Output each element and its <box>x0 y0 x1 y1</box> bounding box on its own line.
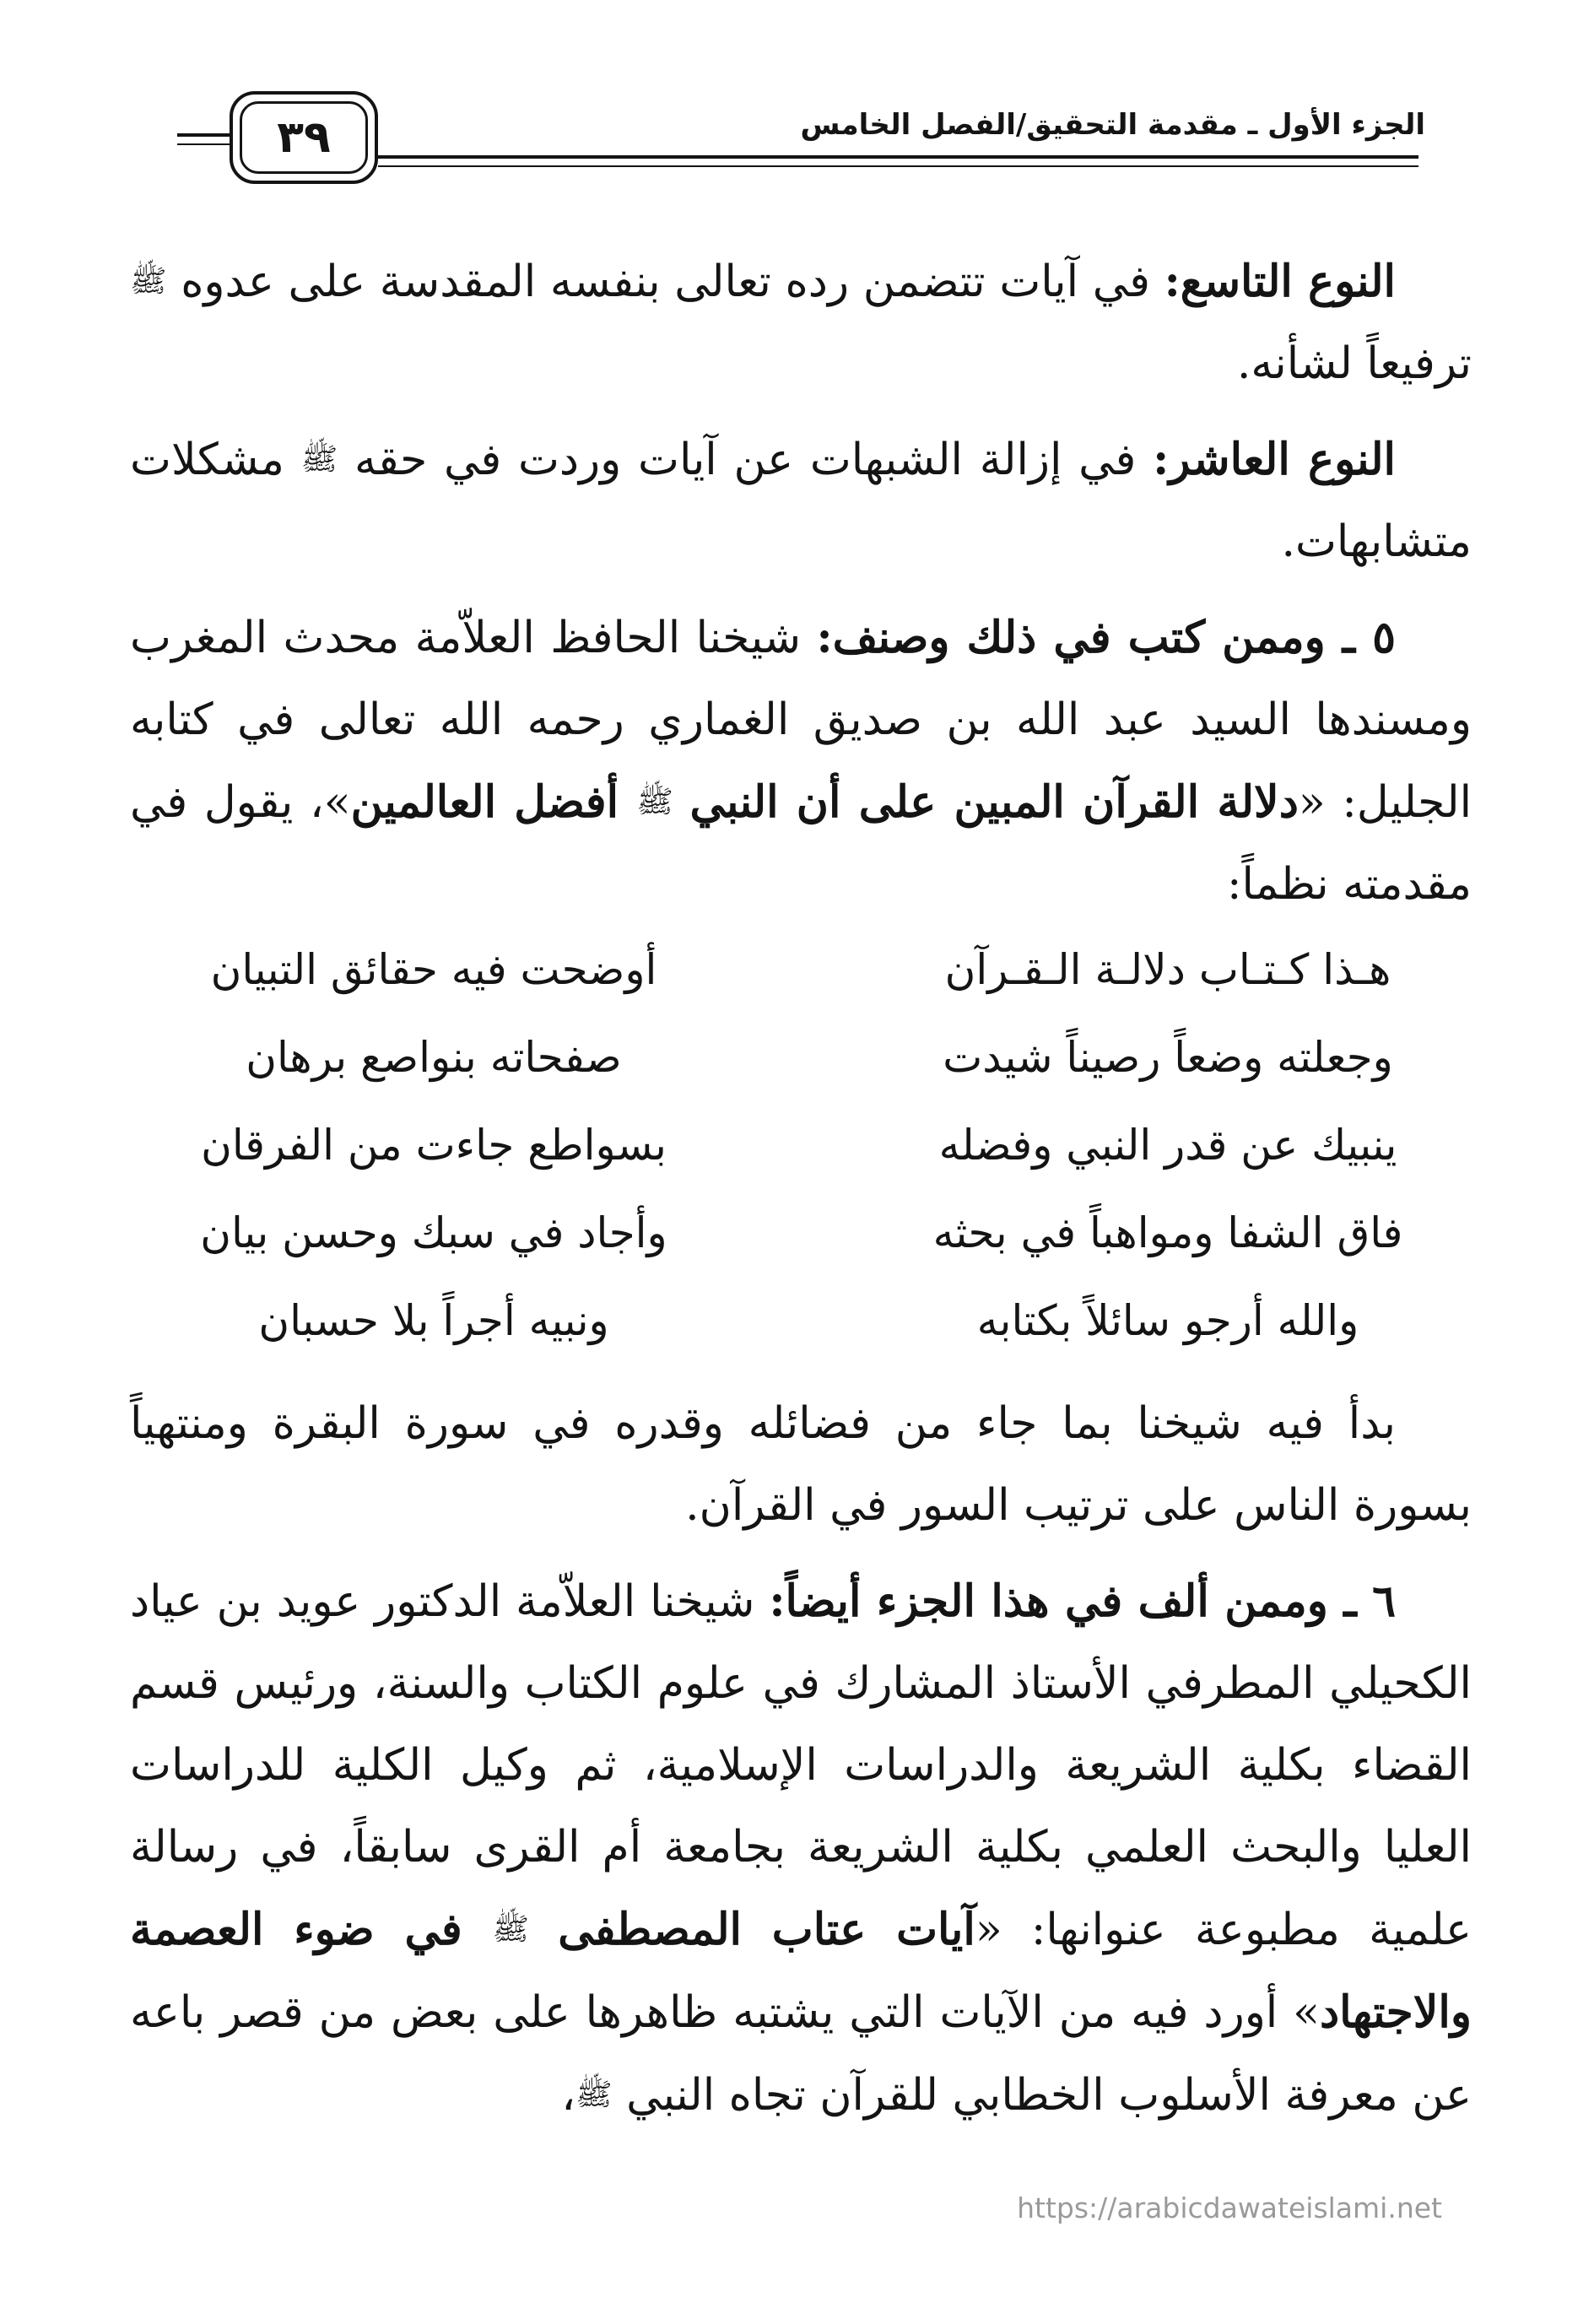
header-rule-left-bottom <box>177 143 230 145</box>
page-number: ٣٩ <box>240 101 368 174</box>
paragraph-text-middle: » أورد فيه من الآيات التي يشتبه ظاهرها على بعض من قصر باعه عن معرفة الأسلوب الخطابي للقرآن تجاه النبي <box>130 1987 1472 2121</box>
paragraph-text-end: مشكلات متشابهات. <box>130 435 1472 567</box>
page-number-frame <box>230 91 378 184</box>
book-title-part-b: في ضوء العصمة والاجتهاد <box>130 1904 1472 2038</box>
paragraph-text-end: ، <box>561 2070 576 2121</box>
header-rule-right-bottom <box>378 165 1418 167</box>
paragraph-text: بدأ فيه شيخنا بما جاء من فضائله وقدره في سورة البقرة ومنتهياً بسورة الناس على ترتيب السور في القرآن. <box>130 1398 1472 1531</box>
poem-first-hemistich: هـذا كـتـاب دلالـة الـقـرآن <box>944 944 1391 994</box>
poem-first-hemistich: فاق الشفا ومواهباً في بحثه <box>932 1208 1403 1257</box>
book-title-part-b: أفضل العالمين <box>350 776 637 828</box>
honorific-symbol: ﷺ <box>130 264 167 299</box>
poem-second-hemistich: ونبيه أجراً بلا حسبان <box>258 1295 609 1345</box>
paragraph-label: النوع العاشر: <box>1153 434 1397 485</box>
paragraph-text-end: ترفيعاً لشأنه. <box>1236 338 1472 389</box>
honorific-symbol: ﷺ <box>300 442 338 477</box>
paragraph-label: ٥ ـ وممن كتب في ذلك وصنف: <box>816 612 1396 663</box>
book-title-part-a: آيات عتاب المصطفى <box>558 1904 975 1955</box>
poem-second-hemistich: أوضحت فيه حقائق التبيان <box>210 944 657 994</box>
poem-second-hemistich: وأجاد في سبك وحسن بيان <box>200 1208 667 1257</box>
body-text <box>130 241 1472 2150</box>
honorific-symbol: ﷺ <box>636 785 673 819</box>
poem-verse <box>130 1013 1472 1101</box>
paragraph-ninth-type <box>130 241 1472 405</box>
paragraph-text: في آيات تتضمن رده تعالى بنفسه المقدسة على عدوه <box>181 257 1164 307</box>
honorific-symbol: ﷺ <box>492 1912 529 1947</box>
poem <box>130 926 1472 1365</box>
poem-first-hemistich: ينبيك عن قدر النبي وفضله <box>938 1120 1397 1170</box>
poem-first-hemistich: والله أرجو سائلاً بكتابه <box>976 1295 1359 1345</box>
poem-verse <box>130 926 1472 1013</box>
paragraph-text: في إزالة الشبهات عن آيات وردت في حقه <box>354 435 1154 485</box>
poem-second-hemistich: صفحاته بنواصع برهان <box>246 1032 622 1082</box>
running-title: الجزء الأول ـ مقدمة التحقيق/الفصل الخامس <box>800 108 1425 142</box>
paragraph-tenth-type <box>130 419 1472 583</box>
poem-verse <box>130 1101 1472 1189</box>
poem-verse <box>130 1189 1472 1277</box>
paragraph-label: ٦ ـ وممن ألف في هذا الجزء أيضاً: <box>769 1575 1397 1627</box>
header-rule-left-top <box>177 133 230 137</box>
poem-second-hemistich: بسواطع جاءت من الفرقان <box>201 1120 667 1170</box>
paragraph-text: شيخنا العلاّمة الدكتور عويد بن عياد الكحيلي المطرفي الأستاذ المشارك في علوم الكتاب والسنة، ورئيس قسم القضاء بكلية الشريعة والدراسات الإسلامية، ثم وكيل الكلية للدراسات العليا والبحث العلمي بكلية الشريعة بجامعة أم القرى سابقاً، في رسالة علمية مطبوعة عنوانها: « <box>130 1576 1472 1955</box>
paragraph-text-end: »، يقول في مقدمته نظماً: <box>130 777 1472 910</box>
paragraph-item-5 <box>130 597 1472 926</box>
paragraph-item-6 <box>130 1560 1472 2137</box>
honorific-symbol: ﷺ <box>575 2078 613 2112</box>
poem-first-hemistich: وجعلته وضعاً رصيناً شيدت <box>943 1032 1393 1082</box>
watermark-url: https://arabicdawateislami.net <box>1017 2192 1442 2224</box>
paragraph-poem-summary <box>130 1383 1472 1547</box>
poem-verse <box>130 1277 1472 1365</box>
book-title-part-a: دلالة القرآن المبين على أن النبي <box>689 776 1299 828</box>
paragraph-label: النوع التاسع: <box>1164 256 1397 307</box>
header-rule-right-top <box>378 155 1418 159</box>
paragraph-text: شيخنا الحافظ العلاّمة محدث المغرب ومسندها السيد عبد الله بن صديق الغماري رحمه الله تعالى في كتابه الجليل: « <box>130 613 1472 828</box>
